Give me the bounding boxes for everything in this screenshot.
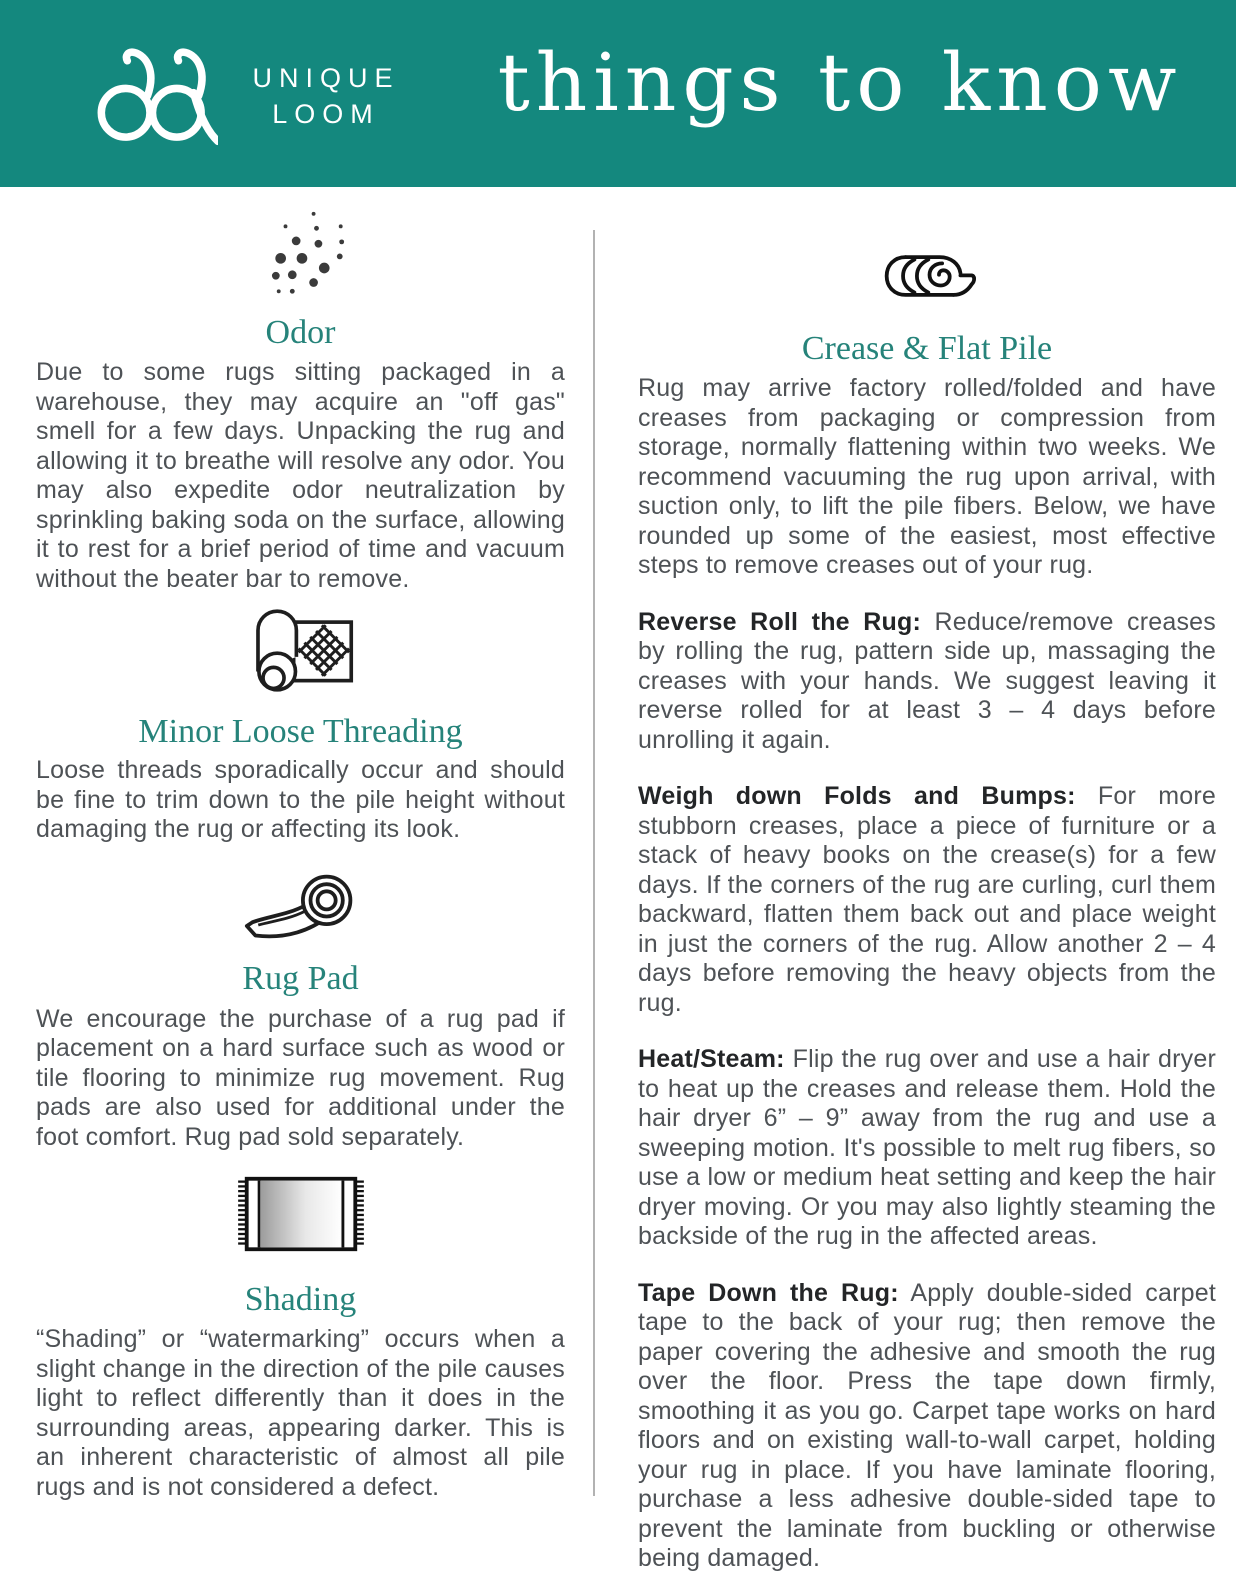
section-body-threading: Loose threads sporadically occur and should be fine to trim down to the pile height without damaging the rug or affecting its look. — [36, 756, 565, 843]
odor-dots-icon — [36, 207, 565, 299]
brand-name — [226, 60, 426, 132]
column-divider — [593, 230, 595, 1496]
creased-roll-icon — [638, 247, 1216, 305]
crease-intro: Rug may arrive factory rolled/folded and have creases from packaging or compression from storage, normally flattening within two weeks. We recommend vacuuming the rug upon arrival, with suction only, to lift the pile fibers. Below, we have rounded up some of the easiest, most effective steps to remove creases out of your rug. — [638, 374, 1216, 579]
step-weigh-down-text: For more stubborn creases, place a piece of furniture or a stack of heavy books on the crease(s) for a few days. If the corners of the rug are curling, curl them backward, flatten them back out and place weight in just the corners of the rug. Allow another 2 – 4 days before removing the heavy objects from the rug. — [638, 782, 1216, 1017]
step-heat-steam-text: Flip the rug over and use a hair dryer to heat up the creases and release them. Hold the hair dryer 6” – 9” away from the rug and use a sweeping motion. It's possible to melt rug fibers, so use a low or medium heat setting and keep the hair dryer moving. Or you may also lightly steaming the backside of the rug in the affected areas. — [638, 1045, 1216, 1250]
section-heading-crease: Crease & Flat Pile — [801, 330, 1053, 367]
header-banner — [0, 0, 1236, 187]
unique-loom-logo-icon — [92, 44, 218, 148]
step-reverse-roll-label: Reverse Roll the Rug: — [638, 607, 921, 636]
step-tape-down — [638, 1279, 1216, 1574]
section-heading-threading: Minor Loose Threading — [138, 713, 463, 750]
step-reverse-roll-text: Reduce/remove creases by rolling the rug, pattern side up, massaging the creases with your hands. We suggest leaving it reverse rolled for at least 3 – 4 days before unrolling it again. — [638, 607, 1216, 754]
left-column — [36, 187, 565, 1502]
step-weigh-down — [638, 782, 1216, 1018]
brand-line-1: UNIQUE — [252, 63, 400, 93]
step-heat-steam — [638, 1045, 1216, 1252]
rug-pad-roll-icon — [36, 869, 565, 945]
step-reverse-roll — [638, 608, 1216, 756]
section-body-shading: “Shading” or “watermarking” occurs when a slight change in the direction of the pile causes light to reflect differently than it does in the surrounding areas, appearing darker. This is an inherent characteristic of almost all pile rugs and is not considered a defect. — [36, 1325, 565, 1501]
step-tape-down-label: Tape Down the Rug: — [638, 1278, 899, 1307]
section-heading-odor: Odor — [265, 314, 336, 351]
section-body-odor: Due to some rugs sitting packaged in a warehouse, they may acquire an "off gas" smell for a few days. Unpacking the rug and allowing it to breathe will resolve any odor. You may also expedite odor neutralization by sprinkling baking soda on the surface, allowing it to rest for a brief period of time and vacuum without the beater bar to remove. — [36, 358, 565, 593]
rolled-rug-crosshatch-icon — [36, 602, 565, 698]
section-body-rug-pad: We encourage the purchase of a rug pad if placement on a hard surface such as wood or tile flooring to minimize rug movement. Rug pads are also used for additional under the foot comfort. Rug pad sold separately. — [36, 1004, 565, 1151]
step-tape-down-text: Apply double-sided carpet tape to the back of your rug; then remove the paper covering the adhesive and smooth the rug over the floor. Press the tape down firmly, smoothing it as you go. Carpet tape works on hard floors and on existing wall-to-wall carpet, holding your rug in place. If you have laminate flooring, purchase a less adhesive double-sided tape to prevent the laminate from buckling or otherwise being damaged. — [638, 1278, 1216, 1572]
section-heading-rug-pad: Rug Pad — [242, 959, 359, 997]
right-column — [638, 187, 1216, 1574]
step-heat-steam-label: Heat/Steam: — [638, 1045, 785, 1073]
shaded-rug-icon — [36, 1174, 565, 1254]
section-heading-shading: Shading — [244, 1281, 357, 1318]
step-weigh-down-label: Weigh down Folds and Bumps: — [638, 782, 1076, 810]
brand-line-2: LOOM — [272, 99, 380, 129]
page-title: things to know — [497, 36, 1183, 129]
